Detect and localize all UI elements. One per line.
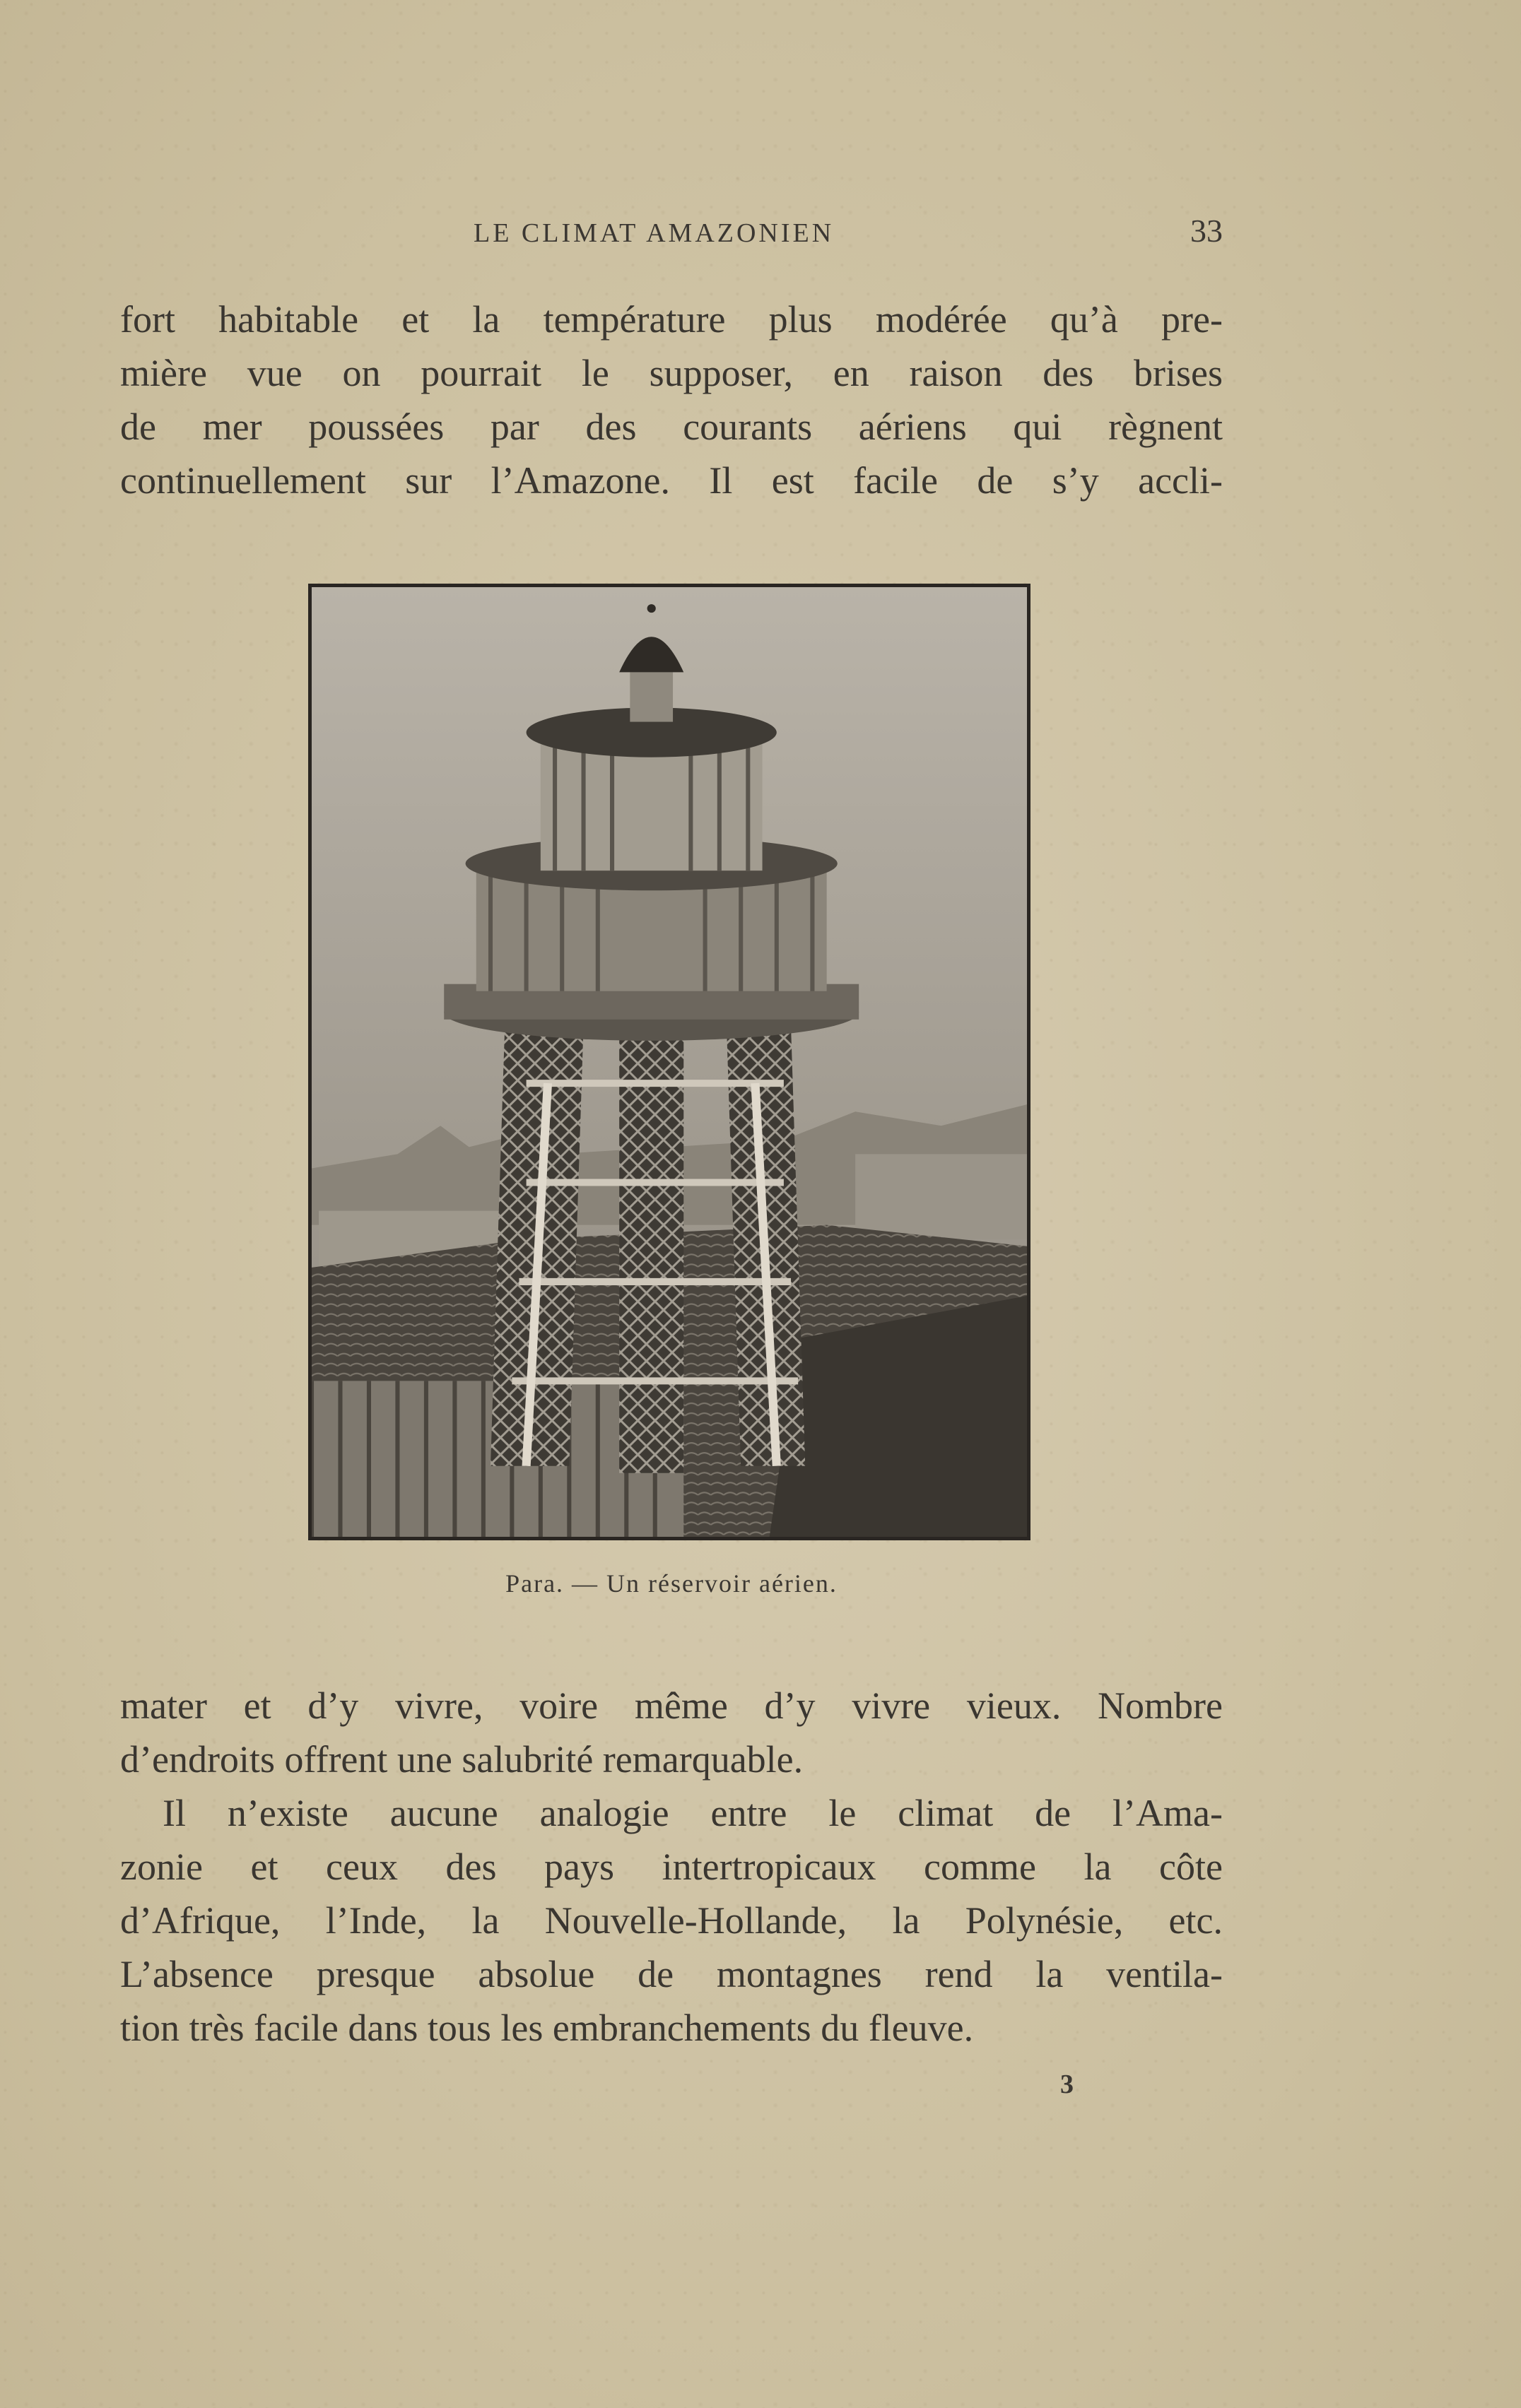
paragraph-top	[120, 293, 1223, 507]
text-line: zonie et ceux des pays intertropicaux comme la côte	[120, 1846, 1223, 1888]
signature-mark: 3	[1060, 2070, 1074, 2099]
running-title: LE CLIMAT AMAZONIEN	[474, 218, 835, 248]
text-line: d’endroits offrent une salubrité remarquable.	[120, 1738, 804, 1781]
text-line: tion très facile dans tous les embranchements du fleuve.	[120, 2007, 974, 2049]
page-number: 33	[1190, 213, 1223, 249]
text-line: mater et d’y vivre, voire même d’y vivre vieux. Nombre	[120, 1684, 1223, 1727]
text-line: d’Afrique, l’Inde, la Nouvelle-Hollande, la Polynésie, etc.	[120, 1899, 1223, 1942]
text-line: Il n’existe aucune analogie entre le climat de l’Ama-	[163, 1792, 1223, 1834]
running-head	[120, 212, 1223, 254]
paragraph-bottom-1	[120, 1679, 1223, 1786]
water-tower-illustration	[312, 587, 1027, 1537]
figure-caption: Para. — Un réservoir aérien.	[505, 1569, 838, 1598]
text-line: mière vue on pourrait le supposer, en raison des brises	[120, 352, 1223, 394]
paragraph-bottom-2	[120, 1786, 1223, 2055]
text-line: de mer poussées par des courants aériens qui règnent	[120, 406, 1223, 448]
text-line: L’absence presque absolue de montagnes rend la ventila-	[120, 1953, 1223, 1995]
text-line: continuellement sur l’Amazone. Il est facile de s’y accli-	[120, 459, 1223, 502]
text-line: fort habitable et la température plus modérée qu’à pre-	[120, 298, 1223, 341]
photo-water-tower	[308, 584, 1030, 1540]
